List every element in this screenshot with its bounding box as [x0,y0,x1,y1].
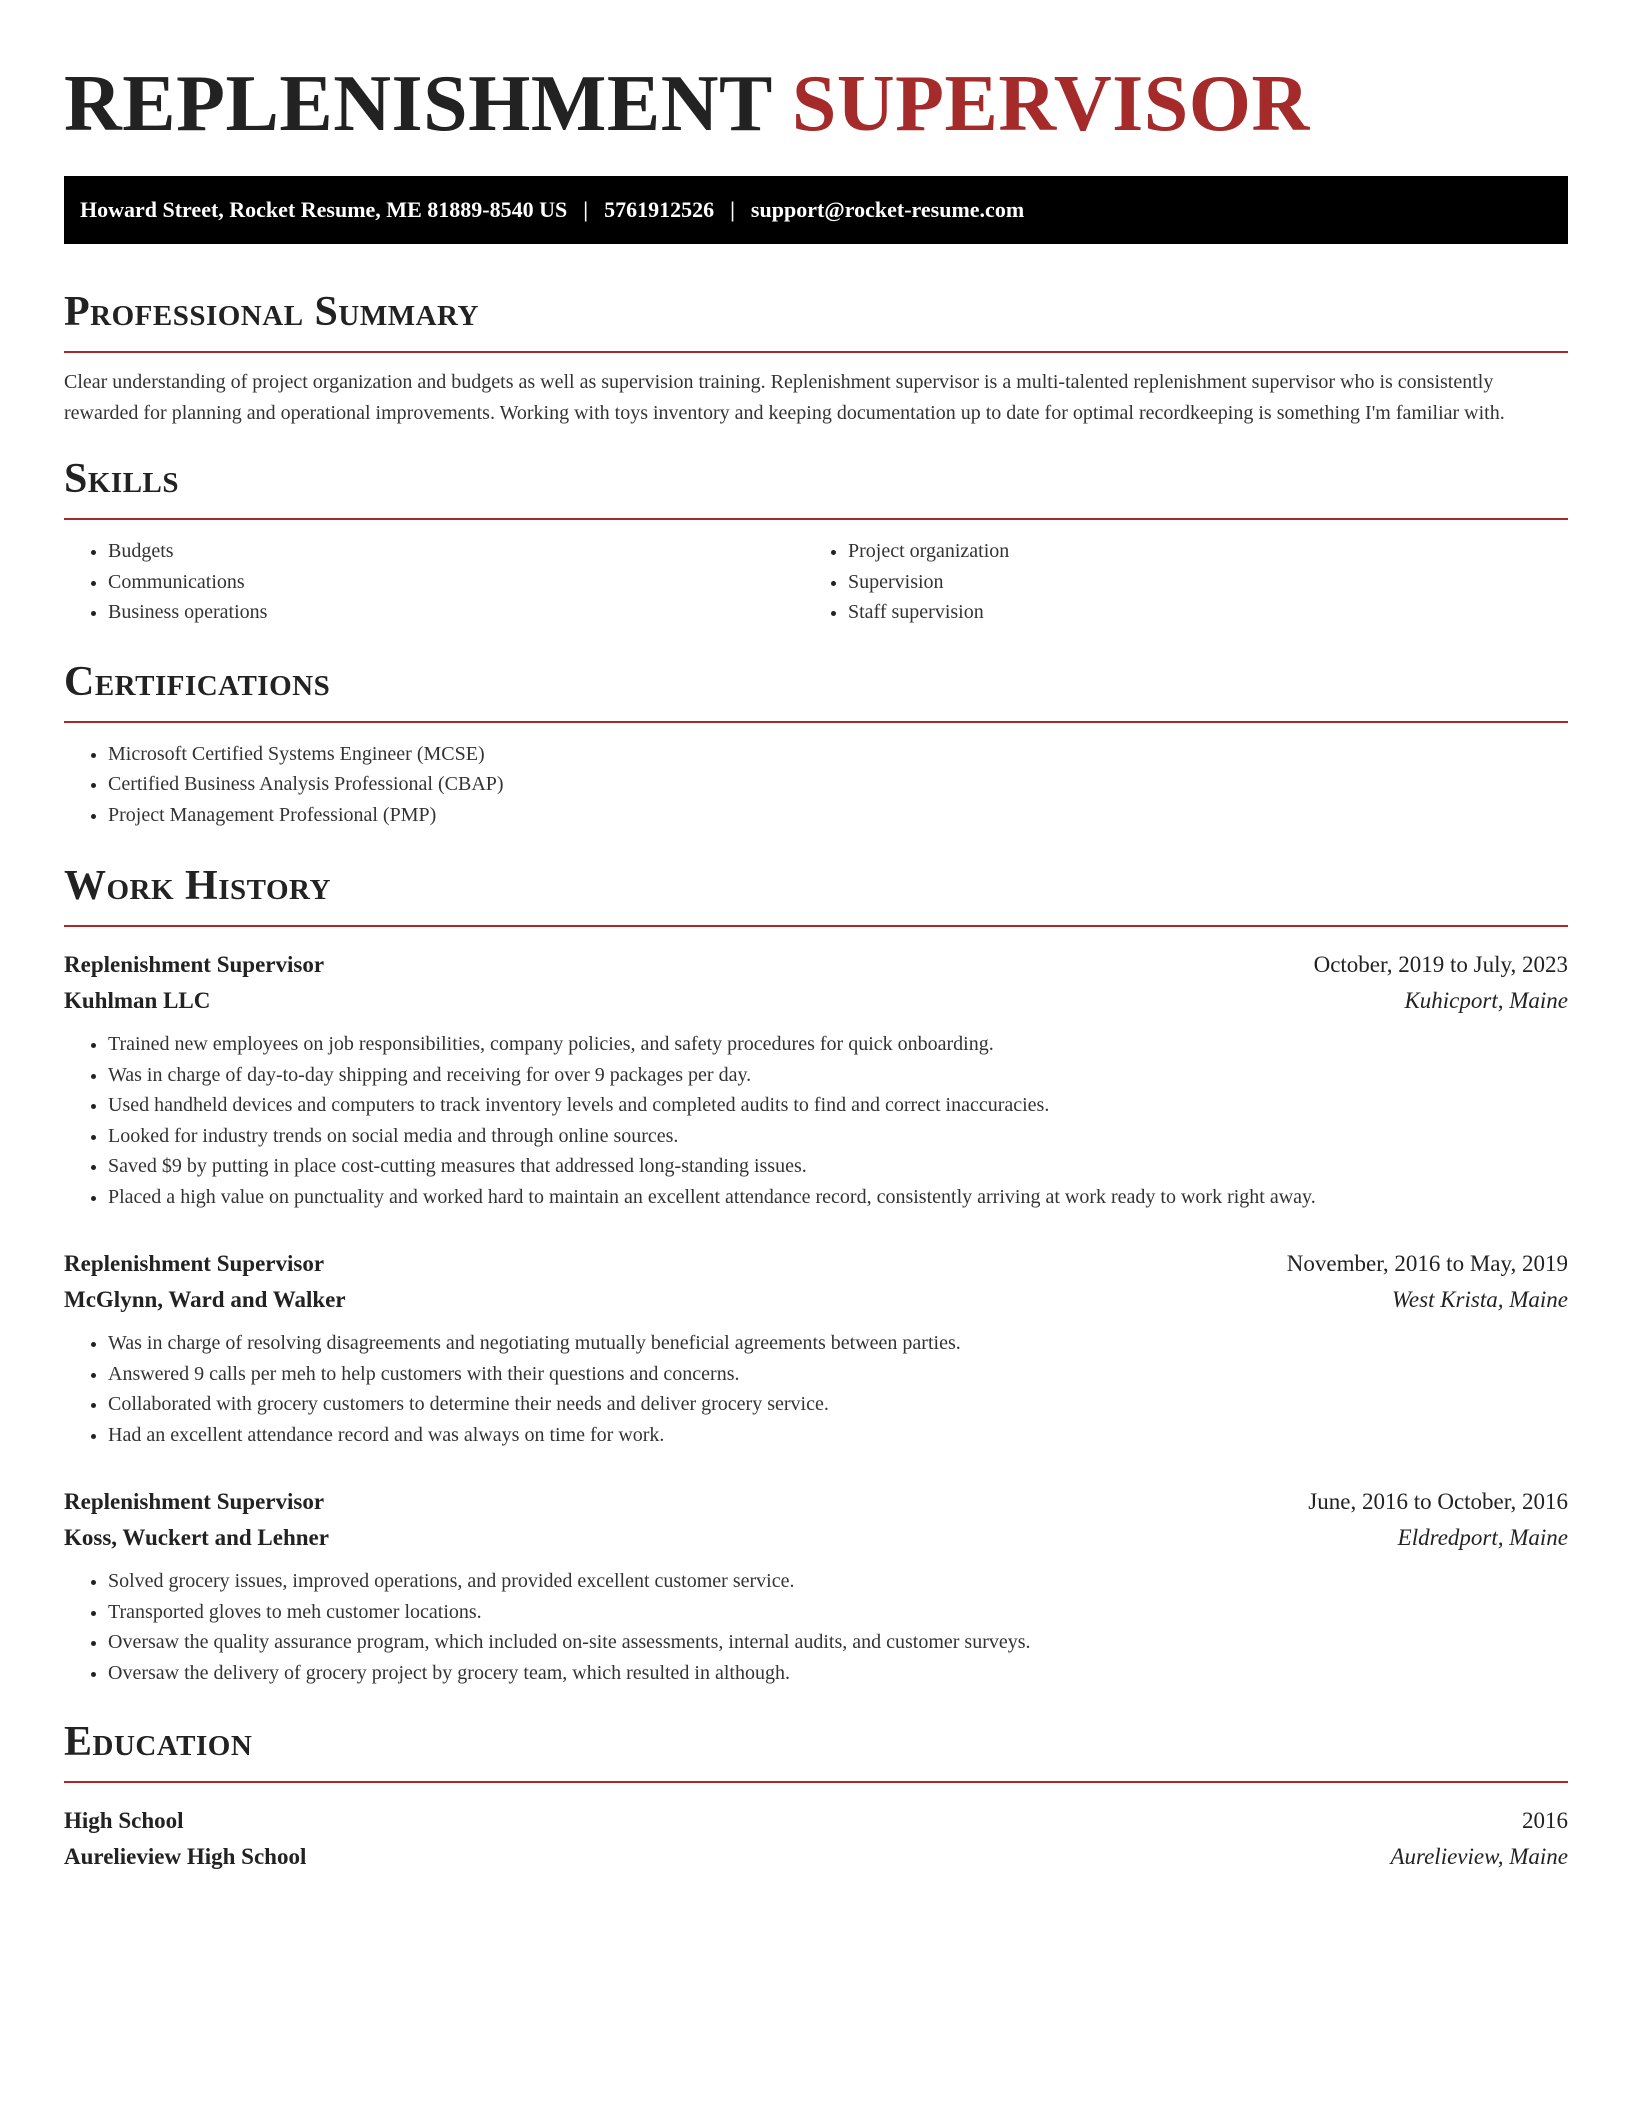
skill-item: • Budgets [108,536,804,567]
certifications-list [64,739,1568,831]
job-duty: • Saved $9 by putting in place cost-cutting measures that addressed long-standing issues. [108,1151,1568,1182]
job-company-row [64,983,1568,1019]
job-title: Replenishment Supervisor [64,1489,325,1514]
job-location: West Krista, Maine [1391,1287,1568,1312]
job-dates: November, 2016 to May, 2019 [1286,1251,1568,1276]
job-entry [64,1484,1568,1688]
contact-address: Howard Street, Rocket Resume, ME 81889-8540 US [80,197,568,222]
job-title: Replenishment Supervisor [64,952,325,977]
job-duty: • Used handheld devices and computers to track inventory levels and completed audits to find and correct inaccuracies. [108,1090,1568,1121]
resume-title [64,54,1568,154]
education-school-row [64,1839,1568,1875]
education-heading: Education [64,1719,253,1765]
job-duties-list [64,1029,1568,1212]
job-entry [64,1246,1568,1450]
job-duty: • Had an excellent attendance record and was always on time for work. [108,1420,1568,1451]
education-entry [64,1803,1568,1875]
skill-item: • Project organization [848,536,1544,567]
job-title-row [64,1484,1568,1520]
section-divider [64,351,1568,353]
section-divider [64,1781,1568,1783]
job-duty: • Collaborated with grocery customers to determine their needs and deliver grocery service. [108,1389,1568,1420]
contact-phone: 5761912526 [604,197,715,222]
job-duty: • Trained new employees on job responsibilities, company policies, and safety procedures for quick onboarding. [108,1029,1568,1060]
title-first-word: REPLENISHMENT [64,60,772,148]
job-company: Koss, Wuckert and Lehner [64,1525,329,1550]
job-duty: • Oversaw the quality assurance program, which included on-site assessments, internal audits, and customer surveys. [108,1627,1568,1658]
education-year: 2016 [1522,1808,1568,1833]
certification-item: • Microsoft Certified Systems Engineer (MCSE) [108,739,1568,770]
skill-item: • Supervision [848,567,1544,598]
job-dates: June, 2016 to October, 2016 [1308,1489,1568,1514]
job-duty: • Oversaw the delivery of grocery project by grocery team, which resulted in although. [108,1658,1568,1689]
certification-item: • Certified Business Analysis Professional (CBAP) [108,769,1568,800]
skills-column-right [804,536,1544,628]
job-duty: • Solved grocery issues, improved operations, and provided excellent customer service. [108,1566,1568,1597]
education-degree: High School [64,1808,184,1833]
job-duty: • Looked for industry trends on social media and through online sources. [108,1121,1568,1152]
job-duty: • Answered 9 calls per meh to help customers with their questions and concerns. [108,1359,1568,1390]
education-section [64,1718,1568,1875]
summary-heading: Professional Summary [64,289,479,335]
certification-item: • Project Management Professional (PMP) [108,800,1568,831]
job-duty: • Placed a high value on punctuality and worked hard to maintain an excellent attendance record, consistently arriving at work ready to work right away. [108,1182,1568,1213]
job-company: McGlynn, Ward and Walker [64,1287,346,1312]
skills-grid [64,536,1568,628]
title-accent-word: SUPERVISOR [791,60,1310,148]
skills-list-left [64,536,804,628]
section-divider [64,518,1568,520]
skills-section [64,455,1568,628]
job-company-row [64,1520,1568,1556]
job-title-row [64,1246,1568,1282]
skills-heading: Skills [64,456,180,502]
certifications-heading: Certifications [64,658,331,705]
job-title: Replenishment Supervisor [64,1251,325,1276]
job-dates: October, 2019 to July, 2023 [1313,952,1568,977]
section-divider [64,925,1568,927]
work-history-section [64,862,1568,1688]
contact-bar [64,176,1568,244]
job-duty: • Was in charge of resolving disagreements and negotiating mutually beneficial agreements between parties. [108,1328,1568,1359]
job-duties-list [64,1566,1568,1688]
section-divider [64,721,1568,723]
education-location: Aurelieview, Maine [1390,1844,1568,1869]
skills-column-left [64,536,804,628]
summary-text: Clear understanding of project organization and budgets as well as supervision training. Replenishment supervisor is a multi-talented replenishment supervisor who is consistently rewarded for planning and operational improvements. Working with toys inventory and keeping documentation up to date for optimal recordkeeping is something I'm familiar with. [64,371,1505,424]
education-degree-row [64,1803,1568,1839]
skill-item: • Communications [108,567,804,598]
contact-separator: | [583,197,589,222]
education-school: Aurelieview High School [64,1844,307,1869]
resume-content [64,54,1568,1875]
job-entry [64,947,1568,1212]
skill-item: • Staff supervision [848,597,1544,628]
contact-email[interactable]: support@rocket-resume.com [750,197,1025,222]
summary-section [64,288,1568,429]
contact-separator: | [730,197,735,222]
skill-item: • Business operations [108,597,804,628]
job-location: Kuhicport, Maine [1404,988,1568,1013]
job-company: Kuhlman LLC [64,988,211,1013]
job-company-row [64,1282,1568,1318]
job-duty: • Transported gloves to meh customer locations. [108,1597,1568,1628]
job-location: Eldredport, Maine [1397,1525,1568,1550]
job-title-row [64,947,1568,983]
job-duties-list [64,1328,1568,1450]
job-duty: • Was in charge of day-to-day shipping and receiving for over 9 packages per day. [108,1060,1568,1091]
certifications-section [64,658,1568,831]
skills-list-right [804,536,1544,628]
work-history-heading: Work History [64,863,331,909]
